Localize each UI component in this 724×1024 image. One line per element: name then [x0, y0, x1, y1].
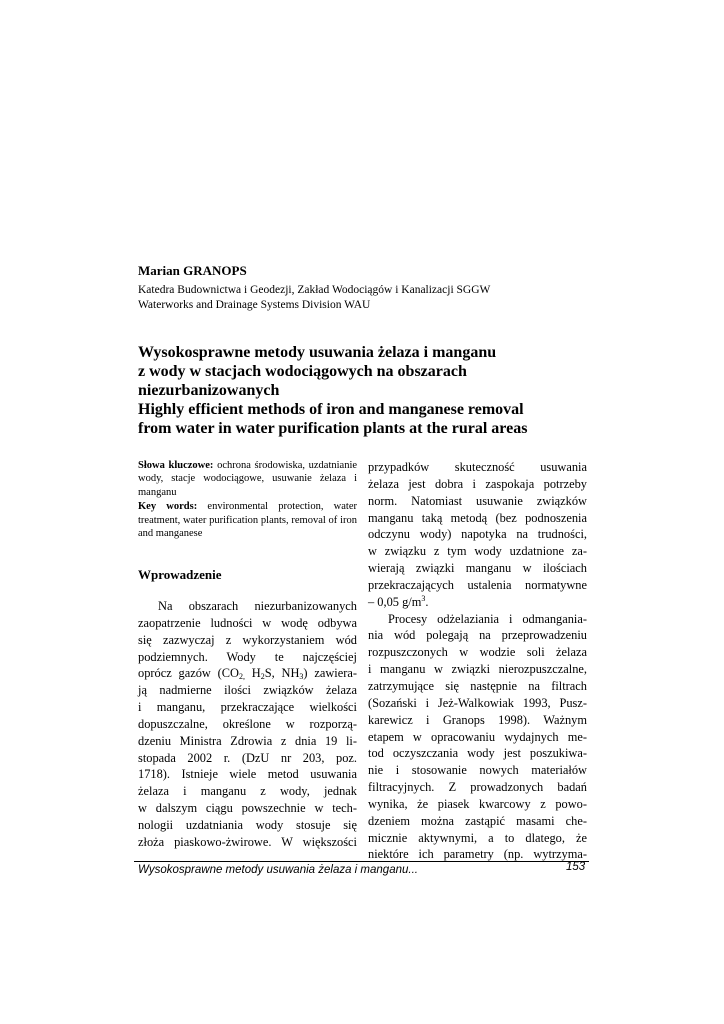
- body-line: tod oczyszczania wody jest poszukiwa-: [368, 746, 587, 761]
- left-column-keywords: [138, 459, 357, 540]
- affiliation-line: Waterworks and Drainage Systems Division WAU: [138, 299, 371, 311]
- body-line: filtracyjnych. Z prowadzonych badań: [368, 780, 587, 795]
- body-line: dzeniem można zastąpić masami che-: [368, 813, 587, 828]
- body-line: odczynu wody) napotyka na trudności,: [368, 527, 587, 542]
- body-line: karewicz i Granops 1998). Ważnym: [368, 712, 587, 727]
- running-title: Wysokosprawne metody usuwania żelaza i manganu...: [138, 864, 418, 876]
- body-line: Procesy odżelaziania i odmangania-: [388, 611, 587, 626]
- body-line: zatrzymujące się następnie na filtrach: [368, 678, 587, 693]
- body-line: i manganu, przekraczające wielkości: [138, 700, 357, 715]
- affiliation: [138, 283, 490, 313]
- body-line: nologii uzdatniania wody stosuje się: [138, 817, 357, 832]
- section-heading: Wprowadzenie: [138, 567, 222, 582]
- body-line: dzeniu Ministra Zdrowia z dnia 19 li-: [138, 733, 357, 748]
- body-line: nia wód polegają na przeprowadzeniu: [368, 628, 587, 643]
- title-pl-line: z wody w stacjach wodociągowych na obszarach: [138, 363, 467, 380]
- body-line: dopuszczalne, określone w rozporzą-: [138, 716, 357, 731]
- title-en-line: from water in water purification plants at the rural areas: [138, 420, 528, 437]
- title-pl-line: Wysokosprawne metody usuwania żelaza i manganu: [138, 344, 497, 361]
- body-line: stopada 2002 r. (DzU nr 203, poz.: [138, 750, 357, 765]
- body-line: i manganu w związki nierozpuszczalne,: [368, 662, 587, 677]
- body-line: etapem w opracowaniu wydajnych me-: [368, 729, 587, 744]
- body-line: żelaza jest dobra i zaspokaja potrzeby: [368, 476, 587, 491]
- body-line: micznie aktywnymi, a to dlatego, że: [368, 830, 587, 845]
- body-line: w dalszym ciągu powszechnie w tech-: [138, 801, 357, 816]
- left-column-body: [138, 598, 357, 851]
- body-line: wierają związki manganu w ilościach: [368, 561, 587, 576]
- keywords-pl: [138, 459, 357, 499]
- body-line: w związku z tym wody uzdatnione za-: [368, 544, 587, 559]
- author-name: Marian GRANOPS: [138, 263, 247, 278]
- body-line: złoża piaskowo-żwirowe. W większości: [138, 834, 357, 849]
- footer-rule: [134, 861, 589, 862]
- body-line: manganu taką metodą (bez podnoszenia: [368, 510, 587, 525]
- body-line: rozpuszczonych w wodzie soli żelaza: [368, 645, 587, 660]
- body-line: ją nadmierne ilości związków żelaza: [138, 683, 357, 698]
- body-line: 1718). Istnieje wiele metod usuwania: [138, 767, 357, 782]
- body-line: wynika, że piasek kwarcowy z powo-: [368, 796, 587, 811]
- body-line: przekraczających ustalenia normatywne: [368, 577, 587, 592]
- keywords-pl-label: Słowa kluczowe:: [138, 460, 214, 471]
- body-line: się zazwyczaj z wykorzystaniem wód: [138, 632, 357, 647]
- title-pl-line: niezurbanizowanych: [138, 382, 280, 399]
- affiliation-line: Katedra Budownictwa i Geodezji, Zakład Wodociągów i Kanalizacji SGGW: [138, 284, 491, 296]
- right-column-body: [368, 459, 587, 863]
- body-line: – 0,05 $g/m^3$.: [368, 593, 429, 609]
- body-line: zaopatrzenie ludności w wodę odbywa: [138, 615, 357, 630]
- body-line: niektóre ich parametry (np. wytrzyma-: [368, 847, 587, 862]
- keywords-pl-text: ochrona środowiska, uzdatnianie wody, stacje wodociągowe, usuwanie żelaza i manganu: [138, 460, 358, 498]
- page-number: 153: [566, 861, 586, 873]
- keywords-en-text: environmental protection, water treatment, water purification plants, removal of iron and manganese: [138, 501, 357, 540]
- keywords-en: [138, 500, 357, 540]
- article-title: [138, 343, 598, 438]
- body-line: (Sozański i Jeż-Walkowiak 1993, Pusz-: [368, 695, 587, 710]
- title-en-line: Highly efficient methods of iron and manganese removal: [138, 401, 524, 418]
- body-line: żelaza i manganu z wody, jednak: [138, 784, 357, 799]
- body-line: oprócz gazów ($CO_{2,}$ $H_2S$, $NH_3$) zawiera-: [138, 666, 357, 682]
- body-line: nie i stosowanie nowych materiałów: [368, 763, 587, 778]
- keywords-en-label: Key words:: [138, 501, 198, 513]
- body-line: podziemnych. Wody te najczęściej: [138, 649, 357, 664]
- body-line: norm. Natomiast usuwanie związków: [368, 493, 587, 508]
- body-line: przypadków skuteczność usuwania: [368, 460, 587, 474]
- body-line: Na obszarach niezurbanizowanych: [158, 599, 357, 613]
